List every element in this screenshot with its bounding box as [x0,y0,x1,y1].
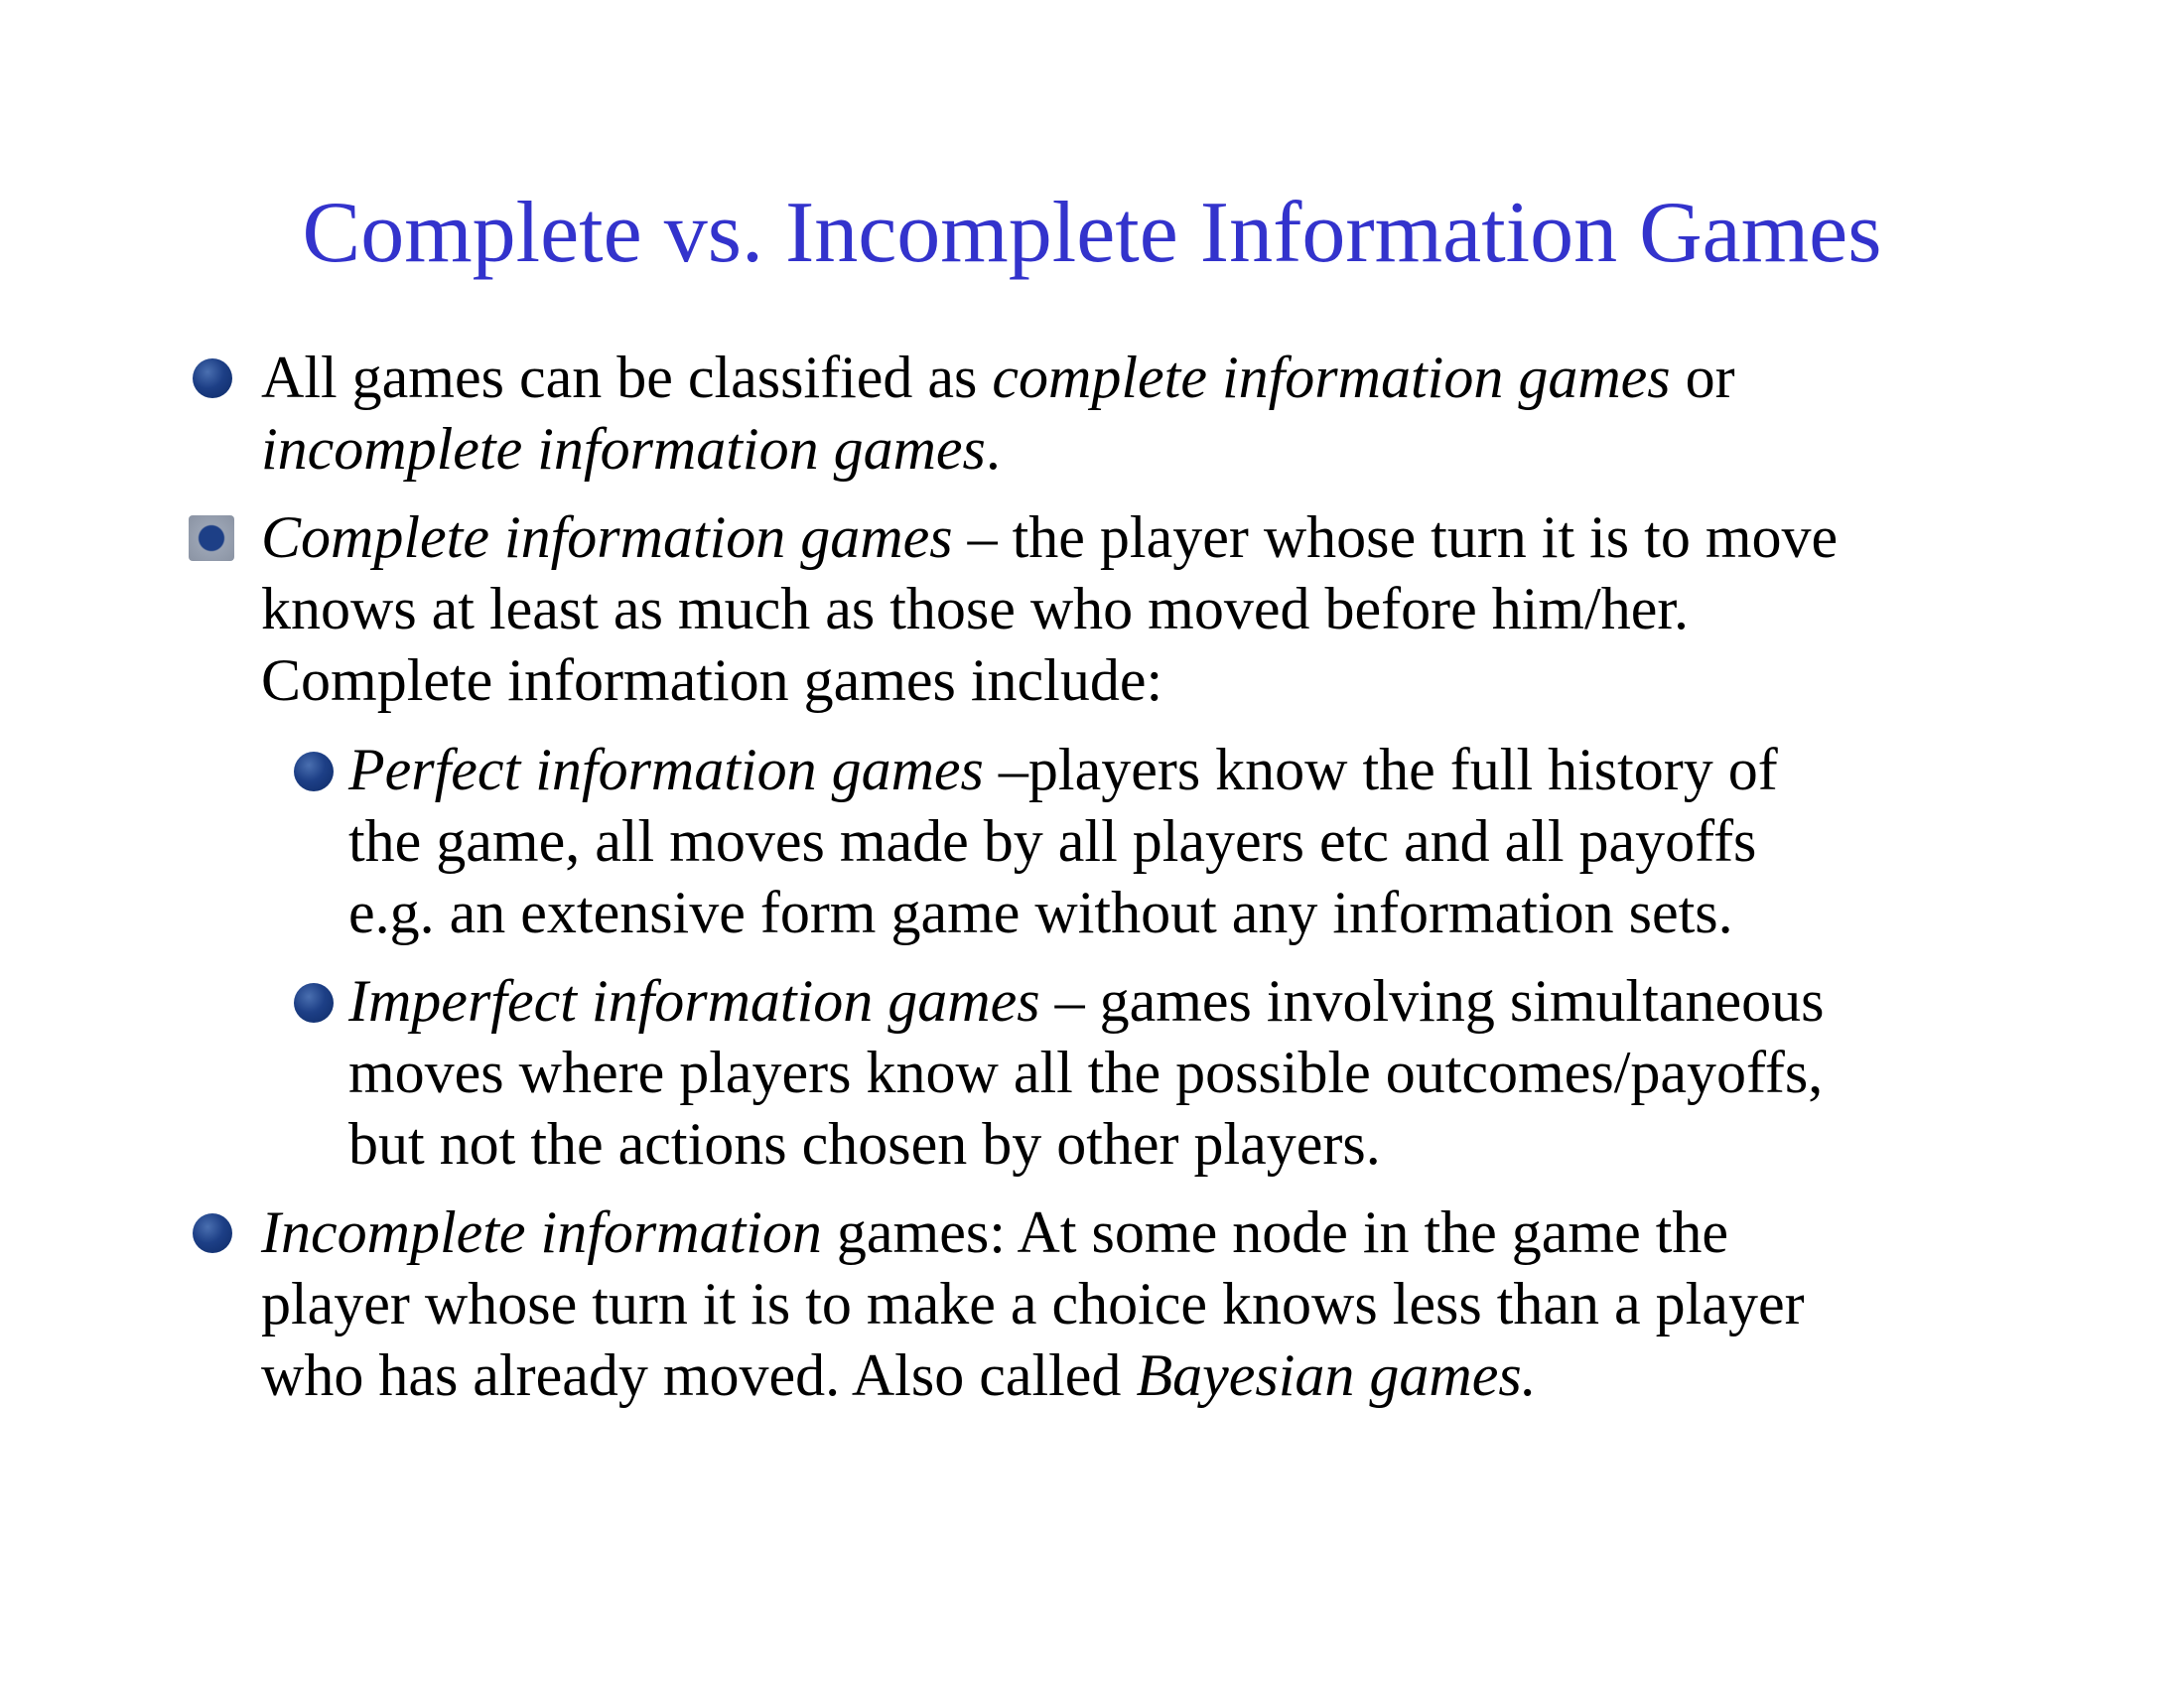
bullet-item-incomplete-information [261,1196,1805,1411]
text-run: games: At some node in the game the [821,1199,1729,1265]
italic-text-run: incomplete information games [261,416,986,482]
text-run: but not the actions chosen by other players. [348,1111,1381,1177]
bullet-text-line [261,1339,1805,1411]
sub-bullet-item-imperfect-information [348,965,1825,1180]
italic-text-run: Complete information games [261,504,953,570]
italic-text-run: Perfect information games [348,737,984,802]
text-run: – games involving simultaneous [1039,968,1825,1034]
bullet-text-line [261,1196,1805,1268]
text-run: e.g. an extensive form game without any information sets. [348,880,1733,945]
sub-bullet-dot-icon [294,752,334,791]
italic-text-run: Bayesian games. [1136,1342,1537,1408]
bullet-item-complete-information [261,501,1838,716]
text-run: –players know the full history of [983,737,1778,802]
bullet-text-line [261,644,1838,716]
text-run: knows at least as much as those who moved before him/her. [261,576,1690,641]
italic-text-run: complete information games [992,345,1671,410]
bullet-dot-icon [189,515,234,561]
bullet-item-classification [261,342,1735,485]
bullet-text-line [261,413,1735,485]
bullet-text-line [261,1268,1805,1339]
italic-text-run: Imperfect information games [348,968,1040,1034]
sub-bullet-dot-icon [294,983,334,1023]
text-run: . [985,416,1001,482]
text-run: who has already moved. Also called [261,1342,1137,1408]
text-run: – the player whose turn it is to move [952,504,1839,570]
bullet-dot-icon [193,358,232,398]
sub-bullet-item-perfect-information [348,734,1778,948]
text-run: All games can be classified as [261,345,993,410]
bullet-text-line [348,805,1778,877]
text-run: the game, all moves made by all players etc and all payoffs [348,808,1757,874]
bullet-text-line [261,501,1838,573]
text-run: player whose turn it is to make a choice knows less than a player [261,1271,1805,1336]
bullet-text-line [348,965,1825,1037]
italic-text-run: Incomplete information [261,1199,822,1265]
bullet-text-line [348,734,1778,805]
text-run: moves where players know all the possible outcomes/payoffs, [348,1040,1824,1105]
bullet-text-line [348,877,1778,948]
text-run: or [1670,345,1735,410]
slide-title: Complete vs. Incomplete Information Games [302,185,1882,281]
bullet-text-line [348,1108,1825,1180]
bullet-dot-icon [193,1213,232,1253]
text-run: Complete information games include: [261,647,1163,713]
bullet-text-line [261,573,1838,644]
bullet-text-line [348,1037,1825,1108]
bullet-text-line [261,342,1735,413]
